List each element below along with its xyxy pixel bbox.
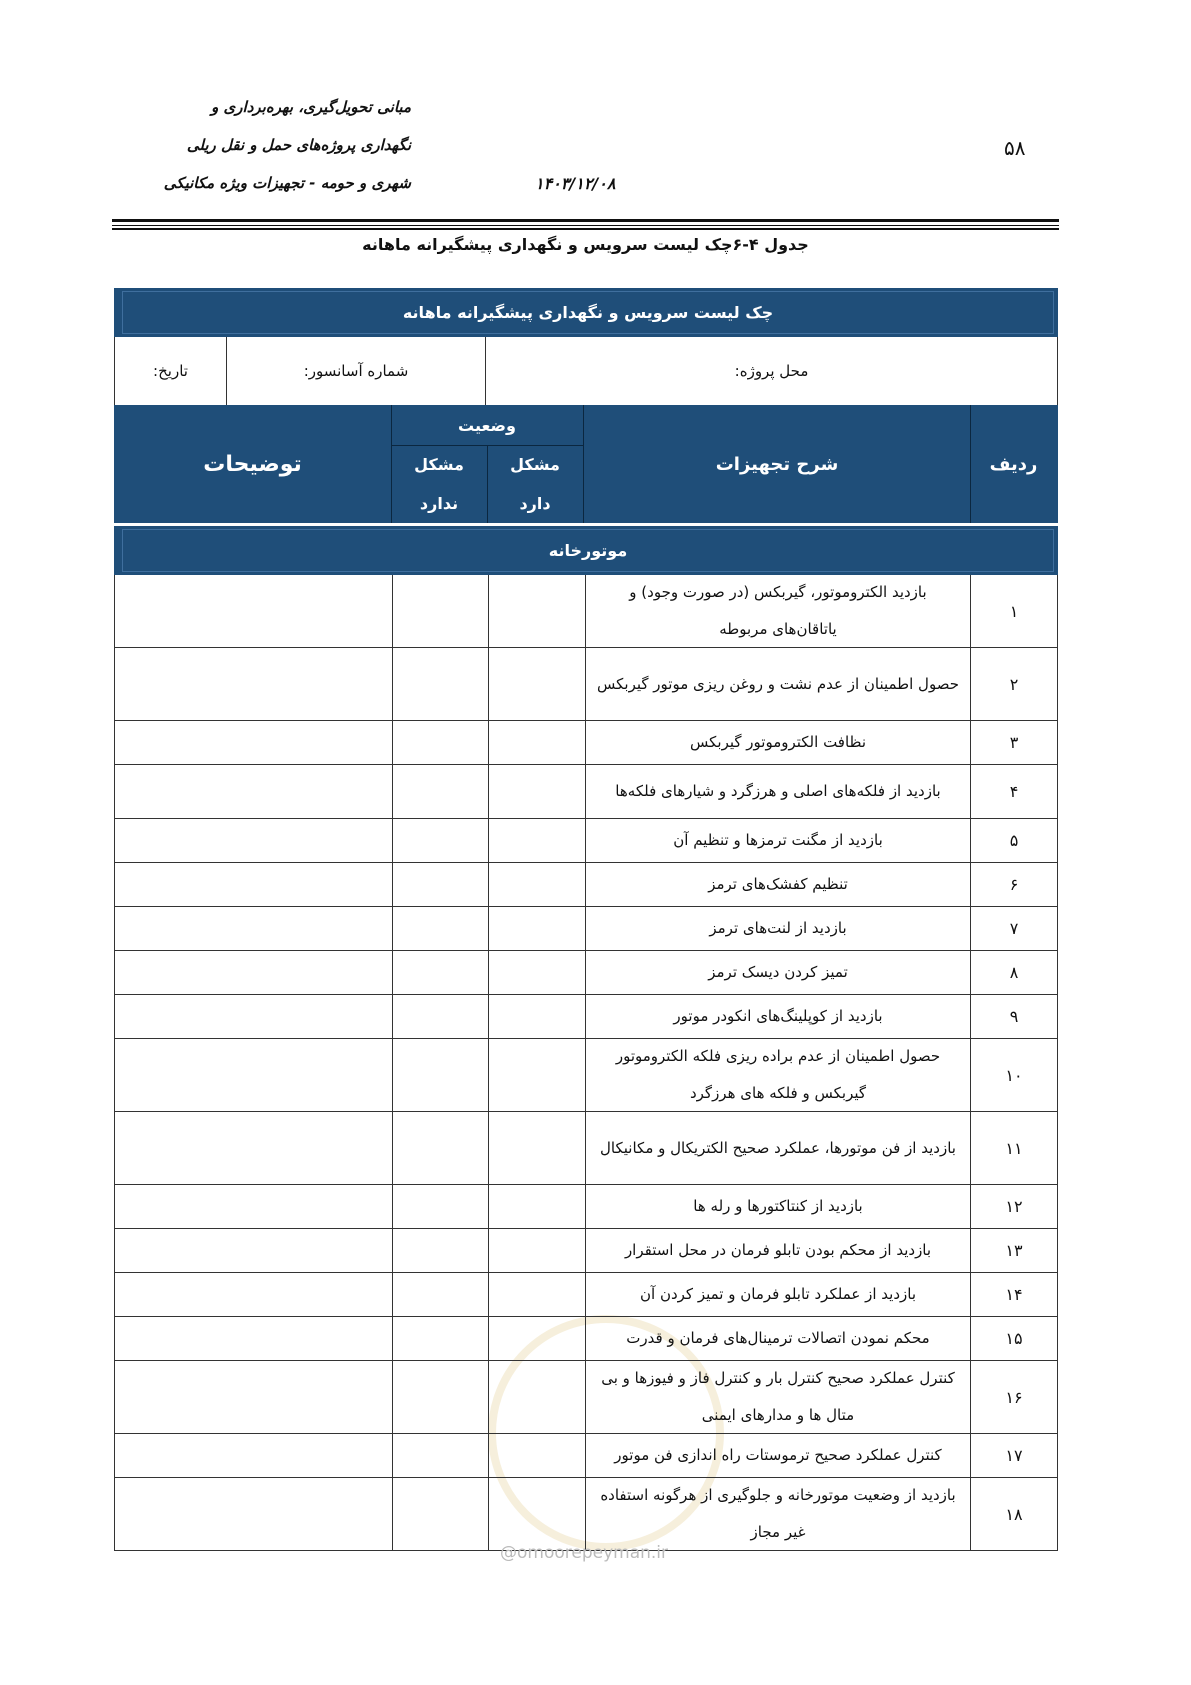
row-number-cell: ۵ [1009, 831, 1019, 850]
table-row [114, 1434, 1058, 1478]
row-number-cell: ۱۴ [1005, 1285, 1023, 1304]
row-number-cell: ۸ [1009, 963, 1019, 982]
description-cell[interactable] [115, 907, 393, 950]
equipment-cell: بازدید از عملکرد تابلو فرمان و تمیز کردن آن [586, 1273, 971, 1316]
equipment-cell: بازدید از کنتاکتورها و رله ها [586, 1185, 971, 1228]
equipment-cell: بازدید از فلکه‌های اصلی و هرزگرد و شیارهای فلکه‌ها [586, 765, 971, 818]
has-problem-cell[interactable] [489, 1185, 586, 1228]
no-problem-cell[interactable] [393, 1112, 489, 1184]
row-number-cell: ۶ [1009, 875, 1019, 894]
status-has-label-1: مشکل [510, 455, 560, 474]
table-row [114, 1229, 1058, 1273]
has-problem-cell[interactable] [489, 819, 586, 862]
has-problem-cell[interactable] [489, 951, 586, 994]
equipment-cell: بازدید از محکم بودن تابلو فرمان در محل استقرار [586, 1229, 971, 1272]
has-problem-cell[interactable] [489, 575, 586, 647]
table-body [114, 575, 1058, 1551]
equipment-cell: بازدید از لنت‌های ترمز [586, 907, 971, 950]
no-problem-cell[interactable] [393, 819, 489, 862]
watermark: @omoorepeyman.ir [500, 1543, 669, 1563]
no-problem-cell[interactable] [393, 765, 489, 818]
col-description: توضیحات [114, 405, 392, 523]
no-problem-cell[interactable] [393, 1361, 489, 1433]
column-header [114, 405, 1058, 523]
checklist-table [114, 288, 1058, 1551]
has-problem-cell[interactable] [489, 765, 586, 818]
has-problem-cell[interactable] [489, 1229, 586, 1272]
no-problem-cell[interactable] [393, 863, 489, 906]
equipment-cell: تمیز کردن دیسک ترمز [586, 951, 971, 994]
col-equipment: شرح تجهیزات [583, 405, 971, 523]
col-row: ردیف [989, 453, 1038, 475]
has-problem-cell[interactable] [489, 1434, 586, 1477]
no-problem-cell[interactable] [393, 995, 489, 1038]
status-no-label-2: ندارد [419, 494, 459, 513]
description-cell[interactable] [115, 765, 393, 818]
description-cell[interactable] [115, 1434, 393, 1477]
equipment-cell: بازدید از کوپلینگ‌های انکودر موتور [586, 995, 971, 1038]
description-cell[interactable] [115, 863, 393, 906]
has-problem-cell[interactable] [489, 1317, 586, 1360]
description-cell[interactable] [115, 1039, 393, 1111]
equipment-cell: بازدید از وضعیت موتورخانه و جلوگیری از هرگونه استفاده غیر مجاز [586, 1478, 971, 1550]
table-caption: جدول ۴-۶چک لیست سرویس و نگهداری پیشگیرانه ماهانه [362, 235, 809, 254]
table-row [114, 765, 1058, 819]
no-problem-cell[interactable] [393, 721, 489, 764]
table-row [114, 1039, 1058, 1112]
row-number-cell: ۱ [1009, 601, 1019, 621]
table-row [114, 819, 1058, 863]
row-number-cell: ۱۲ [1005, 1197, 1023, 1216]
table-row [114, 995, 1058, 1039]
description-cell[interactable] [115, 819, 393, 862]
table-row [114, 1478, 1058, 1551]
equipment-cell: حصول اطمینان از عدم براده ریزی فلکه الکتروموتور گیربکس و فلکه های هرزگرد [586, 1039, 971, 1111]
row-number-cell: ۹ [1009, 1007, 1019, 1026]
description-cell[interactable] [115, 1112, 393, 1184]
equipment-cell: محکم نمودن اتصالات ترمینال‌های فرمان و قدرت [586, 1317, 971, 1360]
row-number-cell: ۱۶ [1005, 1387, 1023, 1407]
row-number-cell: ۴ [1009, 782, 1019, 801]
has-problem-cell[interactable] [489, 1361, 586, 1433]
header-line-1: مبانی تحویل‌گیری، بهره‌برداری و [211, 98, 411, 116]
row-number-cell: ۱۳ [1005, 1241, 1023, 1260]
description-cell[interactable] [115, 1317, 393, 1360]
has-problem-cell[interactable] [489, 648, 586, 720]
table-row [114, 1185, 1058, 1229]
header-line-3: شهری و حومه - تجهیزات ویژه مکانیکی [163, 174, 411, 192]
table-title: چک لیست سرویس و نگهداری پیشگیرانه ماهانه [122, 291, 1054, 334]
no-problem-cell[interactable] [393, 648, 489, 720]
no-problem-cell[interactable] [393, 1229, 489, 1272]
info-row [114, 337, 1058, 405]
description-cell[interactable] [115, 721, 393, 764]
equipment-cell: حصول اطمینان از عدم نشت و روغن ریزی موتور گیربکس [586, 648, 971, 720]
description-cell[interactable] [115, 1478, 393, 1550]
has-problem-cell[interactable] [489, 863, 586, 906]
status-no-label-1: مشکل [414, 455, 464, 474]
description-cell[interactable] [115, 1185, 393, 1228]
table-row [114, 1317, 1058, 1361]
no-problem-cell[interactable] [393, 1273, 489, 1316]
has-problem-cell[interactable] [489, 907, 586, 950]
table-row [114, 721, 1058, 765]
row-number-cell: ۱۰ [1005, 1065, 1023, 1085]
has-problem-cell[interactable] [489, 1273, 586, 1316]
no-problem-cell[interactable] [393, 1317, 489, 1360]
no-problem-cell[interactable] [393, 1434, 489, 1477]
row-number-cell: ۲ [1009, 674, 1019, 694]
table-title-band [114, 288, 1058, 337]
col-status-no-problem [391, 445, 488, 523]
equipment-cell: تنظیم کفشک‌های ترمز [586, 863, 971, 906]
section-title: موتورخانه [122, 529, 1054, 572]
equipment-cell: نظافت الکتروموتور گیربکس [586, 721, 971, 764]
description-cell[interactable] [115, 648, 393, 720]
has-problem-cell[interactable] [489, 995, 586, 1038]
row-number-cell: ۷ [1009, 919, 1019, 938]
equipment-cell: کنترل عملکرد صحیح ترموستات راه اندازی فن موتور [586, 1434, 971, 1477]
table-row [114, 648, 1058, 721]
elevator-number-label: شماره آسانسور: [227, 337, 486, 405]
col-status-has-problem [487, 445, 584, 523]
description-cell[interactable] [115, 575, 393, 647]
description-cell[interactable] [115, 1361, 393, 1433]
date-label: تاریخ: [115, 337, 227, 405]
col-status: وضعیت [391, 405, 583, 446]
row-number-cell: ۳ [1009, 733, 1019, 752]
section-band [114, 523, 1058, 575]
header-rule [112, 225, 1059, 226]
no-problem-cell[interactable] [393, 575, 489, 647]
project-location-label: محل پروژه: [734, 362, 809, 380]
header-rule [112, 228, 1059, 230]
has-problem-cell[interactable] [489, 1478, 586, 1550]
row-number-cell: ۱۵ [1005, 1329, 1023, 1348]
description-cell[interactable] [115, 995, 393, 1038]
table-row [114, 1273, 1058, 1317]
description-cell[interactable] [115, 951, 393, 994]
no-problem-cell[interactable] [393, 951, 489, 994]
has-problem-cell[interactable] [489, 1112, 586, 1184]
equipment-cell: بازدید از مگنت ترمزها و تنظیم آن [586, 819, 971, 862]
table-row [114, 907, 1058, 951]
equipment-cell: بازدید الکتروموتور، گیربکس (در صورت وجود) و یاتاقان‌های مربوطه [586, 575, 971, 647]
table-row [114, 1112, 1058, 1185]
header-line-2: نگهداری پروژه‌های حمل و نقل ریلی [186, 136, 411, 154]
no-problem-cell[interactable] [393, 1039, 489, 1111]
row-number-cell: ۱۷ [1005, 1446, 1023, 1465]
table-row [114, 575, 1058, 648]
table-row [114, 1361, 1058, 1434]
page-number: ۵۸ [1004, 136, 1026, 160]
row-number-cell: ۱۸ [1005, 1504, 1023, 1524]
no-problem-cell[interactable] [393, 907, 489, 950]
status-has-label-2: دارد [519, 494, 551, 513]
table-row [114, 863, 1058, 907]
row-number-cell: ۱۱ [1005, 1138, 1023, 1158]
has-problem-cell[interactable] [489, 721, 586, 764]
header-date: ۱۴۰۳/۱۲/۰۸ [535, 174, 616, 193]
description-cell[interactable] [115, 1273, 393, 1316]
equipment-cell: بازدید از فن موتورها، عملکرد صحیح الکتریکال و مکانیکال [586, 1112, 971, 1184]
table-row [114, 951, 1058, 995]
description-cell[interactable] [115, 1229, 393, 1272]
header-rule [112, 219, 1059, 222]
no-problem-cell[interactable] [393, 1185, 489, 1228]
has-problem-cell[interactable] [489, 1039, 586, 1111]
no-problem-cell[interactable] [393, 1478, 489, 1550]
equipment-cell: کنترل عملکرد صحیح کنترل بار و کنترل فاز و فیوزها و بی متال ها و مدارهای ایمنی [586, 1361, 971, 1433]
